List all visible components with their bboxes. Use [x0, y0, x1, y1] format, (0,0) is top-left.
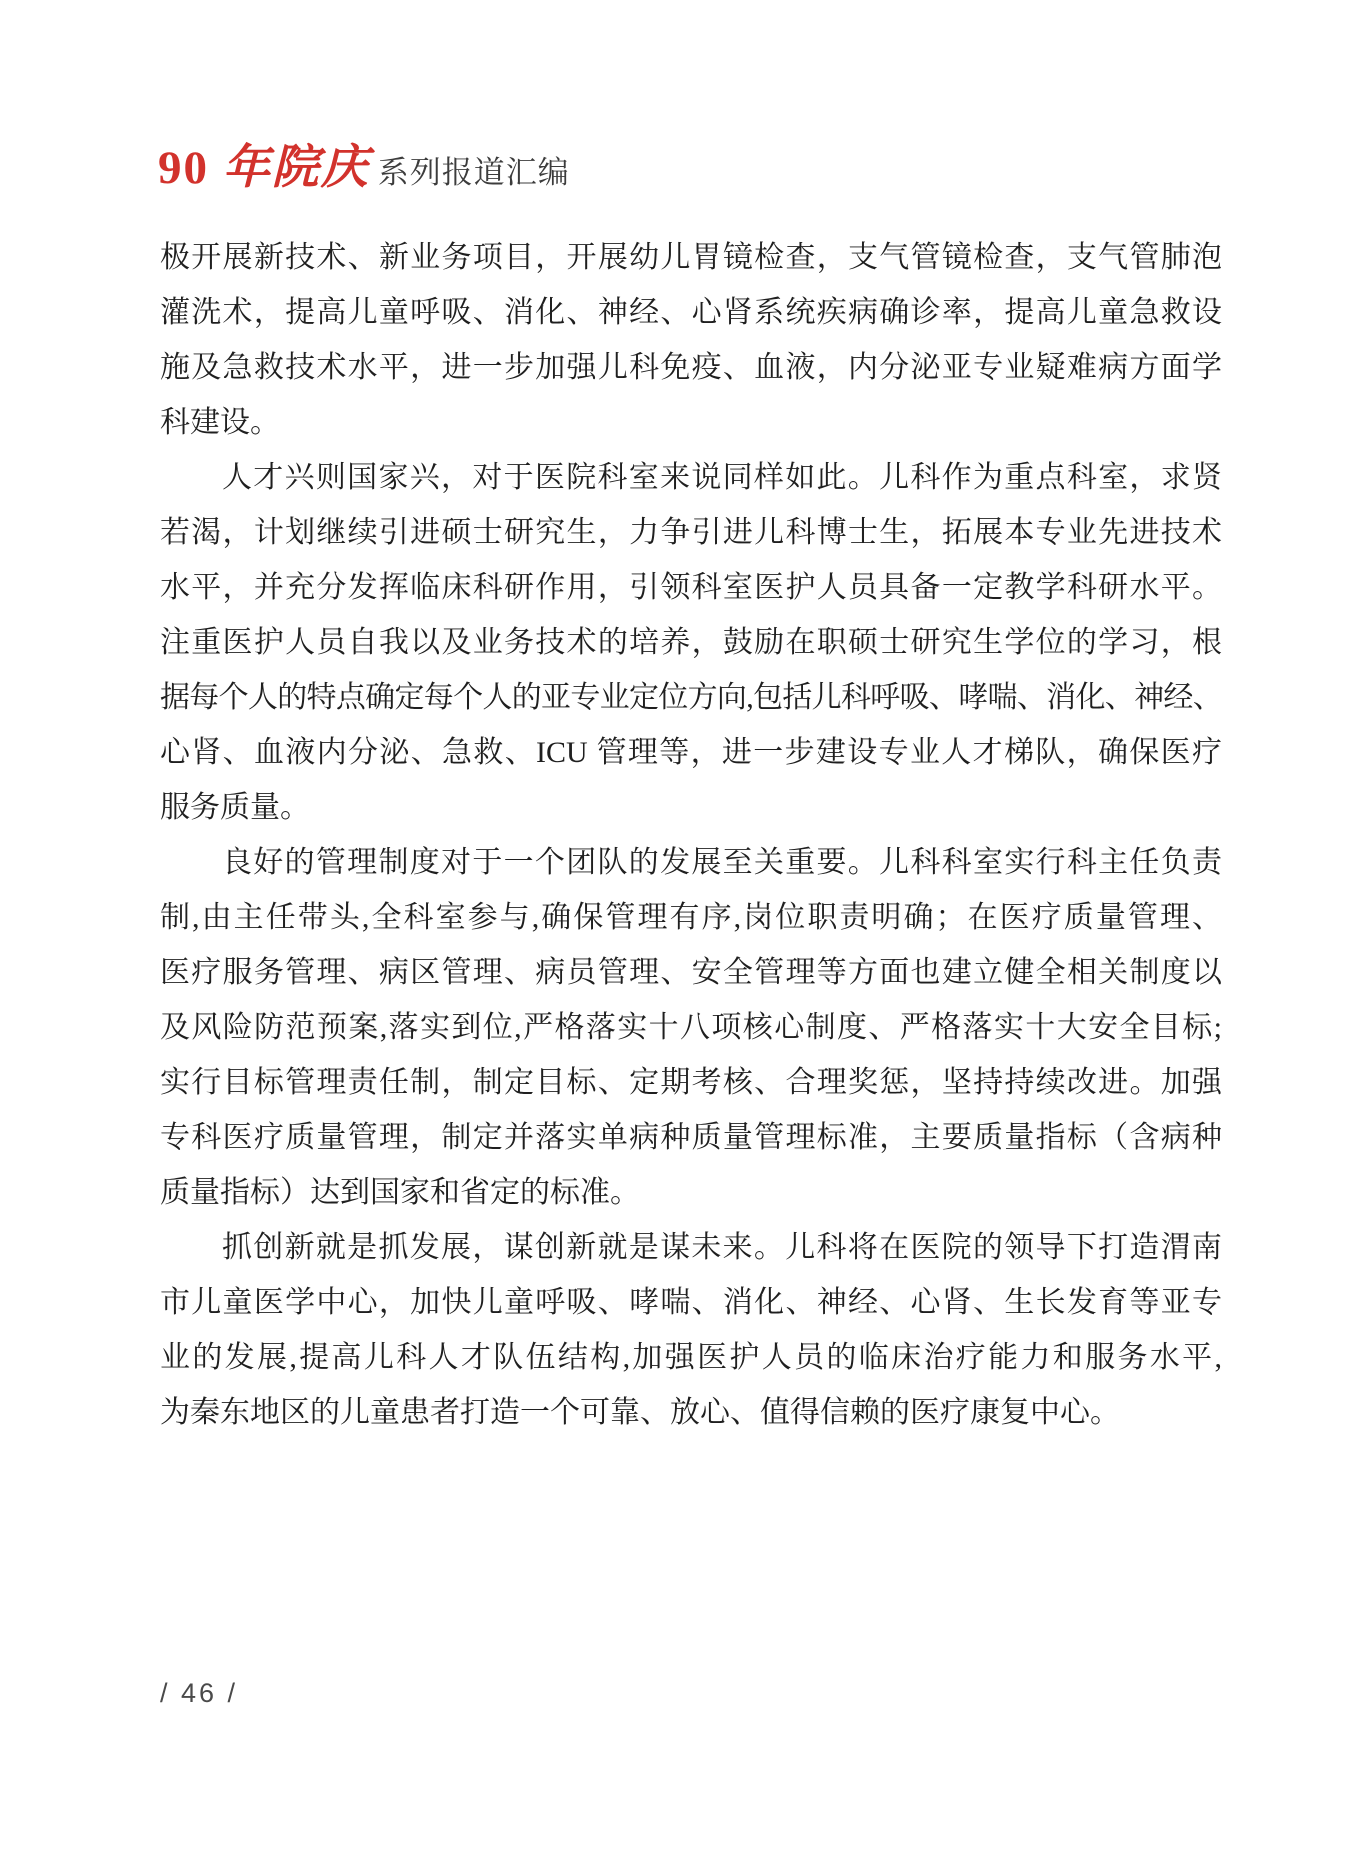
text-line: 业的发展,提高儿科人才队伍结构,加强医护人员的临床治疗能力和服务水平,	[160, 1341, 1222, 1374]
text-line: 制,由主任带头,全科室参与,确保管理有序,岗位职责明确；在医疗质量管理、	[160, 901, 1222, 934]
anniversary-logo	[158, 130, 370, 197]
text-line: 抓创新就是抓发展，谋创新就是谋未来。儿科将在医院的领导下打造渭南	[222, 1231, 1222, 1264]
text-line: 专科医疗质量管理，制定并落实单病种质量管理标准，主要质量指标（含病种	[160, 1121, 1222, 1154]
text-line: 市儿童医学中心，加快儿童呼吸、哮喘、消化、神经、心肾、生长发育等亚专	[160, 1286, 1222, 1319]
text-line: 科建设。	[160, 406, 280, 439]
page-header	[158, 130, 570, 197]
text-line: 据每个人的特点确定每个人的亚专业定位方向,包括儿科呼吸、哮喘、消化、神经、	[160, 681, 1222, 714]
text-line: 灌洗术，提高儿童呼吸、消化、神经、心肾系统疾病确诊率，提高儿童急救设	[160, 296, 1222, 329]
text-line: 良好的管理制度对于一个团队的发展至关重要。儿科科室实行科主任负责	[222, 846, 1222, 879]
text-line: 为秦东地区的儿童患者打造一个可靠、放心、值得信赖的医疗康复中心。	[160, 1396, 1120, 1429]
text-line: 水平，并充分发挥临床科研作用，引领科室医护人员具备一定教学科研水平。	[160, 571, 1222, 604]
text-line: 服务质量。	[160, 791, 310, 824]
text-line: 施及急救技术水平，进一步加强儿科免疫、血液，内分泌亚专业疑难病方面学	[160, 351, 1222, 384]
text-line: 心肾、血液内分泌、急救、ICU 管理等，进一步建设专业人才梯队，确保医疗	[160, 736, 1222, 769]
text-line: 及风险防范预案,落实到位,严格落实十八项核心制度、严格落实十大安全目标;	[160, 1011, 1222, 1044]
text-line: 若渴，计划继续引进硕士研究生，力争引进儿科博士生，拓展本专业先进技术	[160, 516, 1222, 549]
page-number: / 46 /	[160, 1678, 239, 1708]
text-line: 注重医护人员自我以及业务技术的培养，鼓励在职硕士研究生学位的学习，根	[160, 626, 1222, 659]
text-line: 实行目标管理责任制，制定目标、定期考核、合理奖惩，坚持持续改进。加强	[160, 1066, 1222, 1099]
anniversary-number: 90	[158, 142, 209, 194]
text-line: 人才兴则国家兴，对于医院科室来说同样如此。儿科作为重点科室，求贤	[222, 461, 1222, 494]
anniversary-calligraphy: 年院庆	[209, 142, 370, 194]
text-line: 质量指标）达到国家和省定的标准。	[160, 1176, 640, 1209]
header-series-title: 系列报道汇编	[377, 155, 570, 190]
body-text	[160, 230, 1222, 1440]
text-line: 医疗服务管理、病区管理、病员管理、安全管理等方面也建立健全相关制度以	[160, 956, 1222, 989]
text-line: 极开展新技术、新业务项目，开展幼儿胃镜检查，支气管镜检查，支气管肺泡	[160, 241, 1222, 274]
